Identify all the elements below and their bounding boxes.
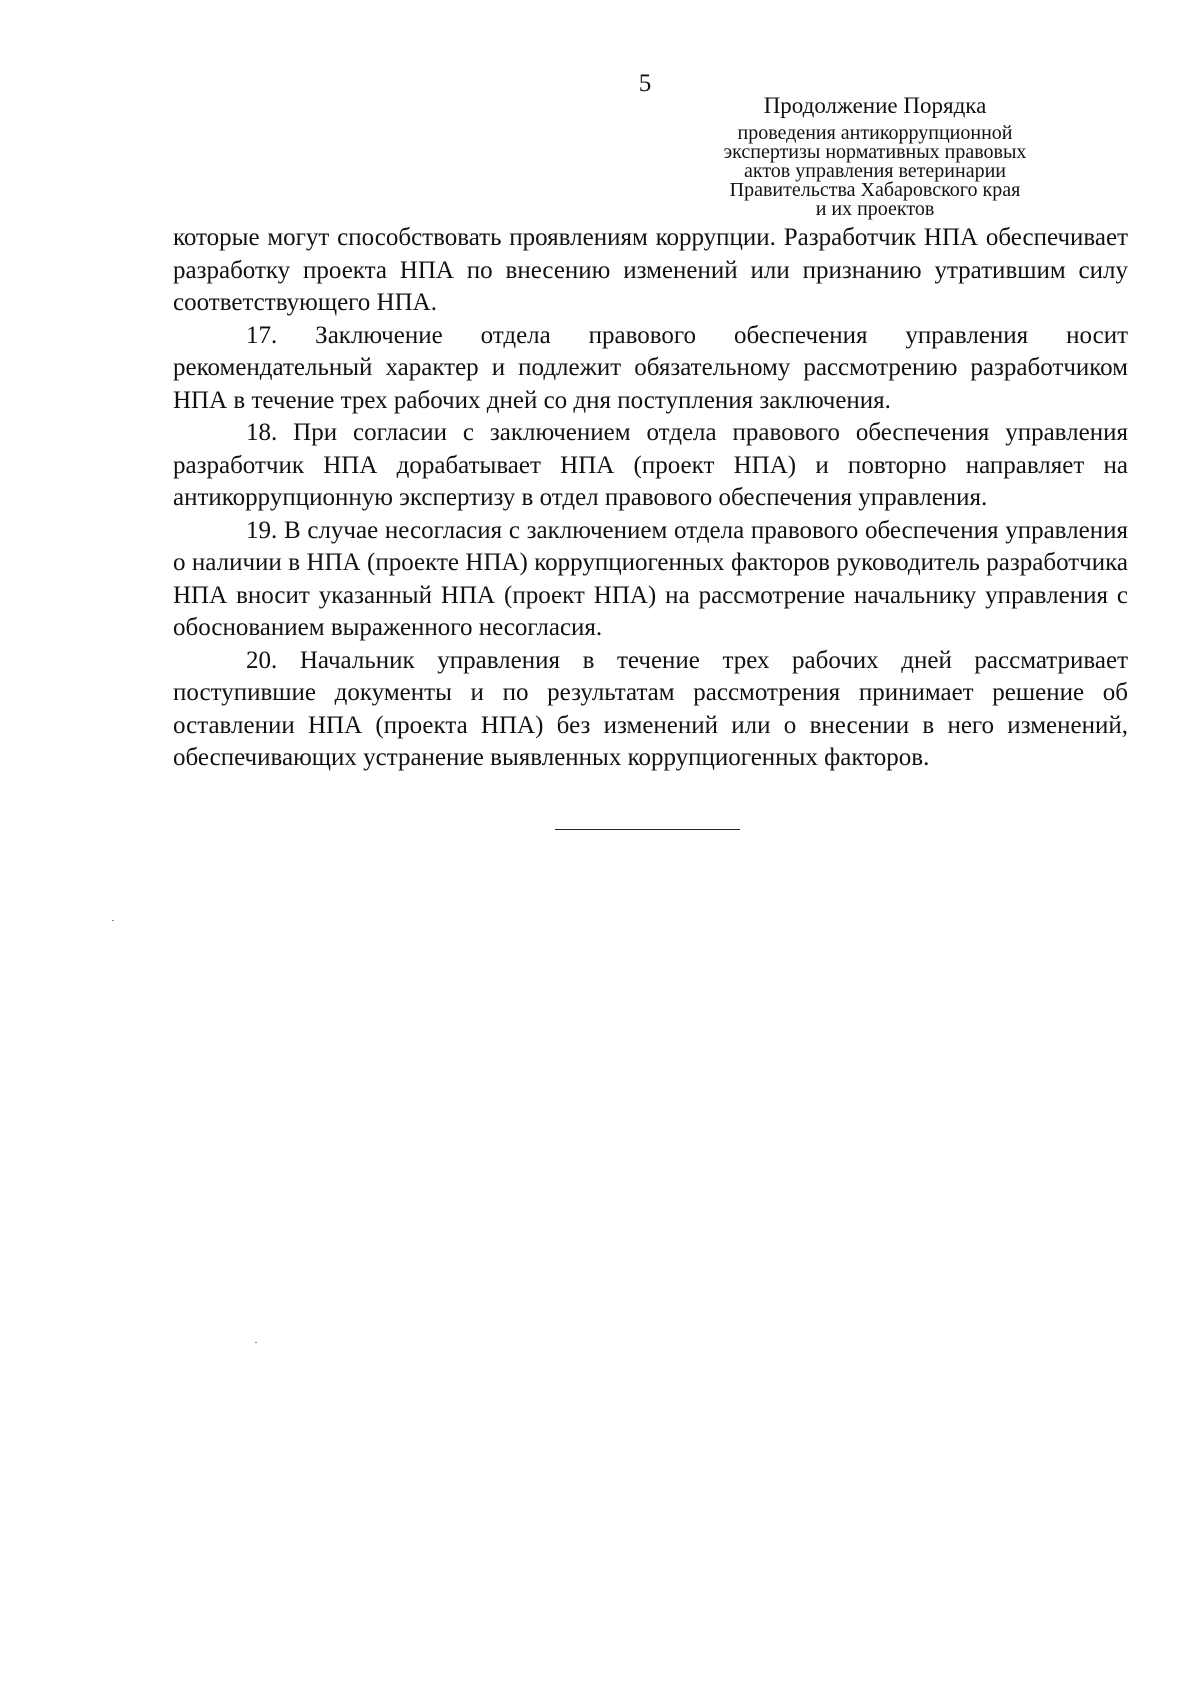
document-body bbox=[173, 222, 1128, 775]
header-line: экспертизы нормативных правовых bbox=[723, 141, 1027, 163]
paragraph-continuation: которые могут способствовать проявлениям коррупции. Разработчик НПА обеспечивает разработку проекта НПА по внесению изменений или признанию утратившим силу соответствующего НПА. bbox=[173, 224, 1128, 316]
header-line: актов управления ветеринарии bbox=[744, 160, 1006, 182]
scan-speck bbox=[112, 920, 114, 921]
header-line: и их проектов bbox=[815, 198, 935, 220]
paragraph-20: 20. Начальник управления в течение трех рабочих дней рассматривает поступившие документы и по результатам рассмотрения принимает решение об оставлении НПА (проекта НПА) без изменений или о внесении в него изменений, обеспечивающих устранение выявленных коррупциогенных факторов. bbox=[173, 646, 1128, 771]
paragraph-18: 18. При согласии с заключением отдела правового обеспечения управления разработчик НПА дорабатывает НПА (проект НПА) и повторно направляет на антикоррупционную экспертизу в отдел правового обеспечения управления. bbox=[173, 419, 1128, 511]
scan-speck bbox=[255, 1342, 257, 1343]
paragraph-17: 17. Заключение отдела правового обеспечения управления носит рекомендательный характер и подлежит обязательному рассмотрению разработчиком НПА в течение трех рабочих дней со дня поступления заключения. bbox=[173, 321, 1128, 414]
end-of-document-rule bbox=[555, 829, 740, 830]
document-header bbox=[665, 92, 1085, 219]
header-line: Правительства Хабаровского края bbox=[729, 179, 1021, 201]
header-title: Продолжение Порядка bbox=[763, 93, 987, 118]
page-number: 5 bbox=[638, 70, 652, 97]
paragraph-19: 19. В случае несогласия с заключением отдела правового обеспечения управления о наличии в НПА (проекте НПА) коррупциогенных факторов руководитель разработчика НПА вносит указанный НПА (проект НПА) на рассмотрение начальнику управления с обоснованием выраженного несогласия. bbox=[173, 516, 1128, 641]
header-line: проведения антикоррупционной bbox=[737, 122, 1013, 144]
